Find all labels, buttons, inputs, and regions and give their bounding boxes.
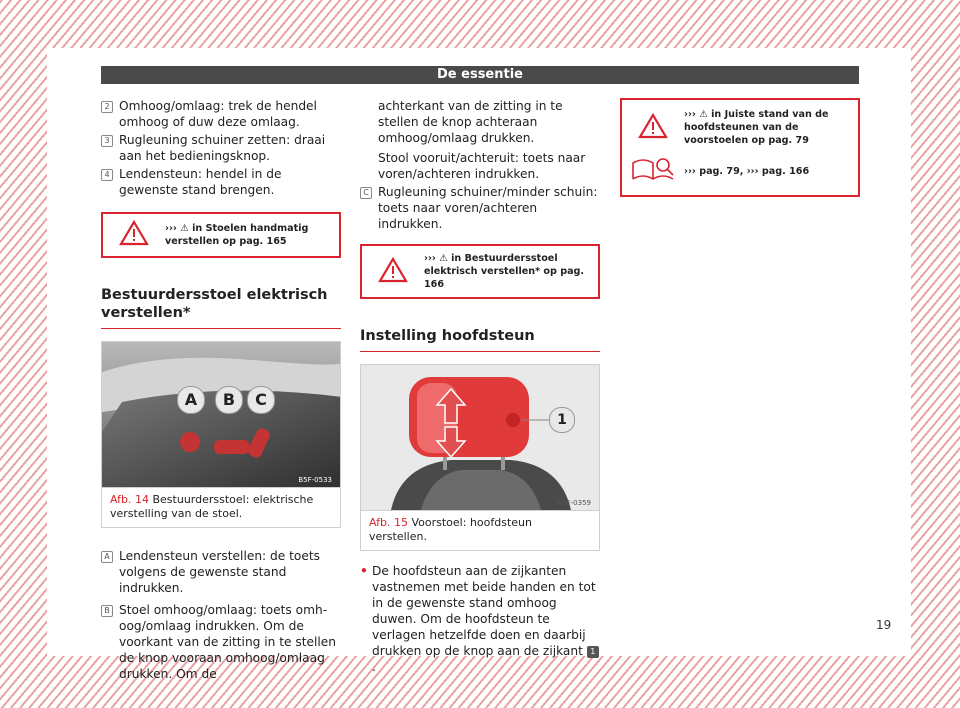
continued-text: Stool vooruit/achteruit: toets naar voren/achteren indrukken. bbox=[378, 151, 586, 181]
bullet-paragraph bbox=[360, 563, 600, 675]
warning-text[interactable]: ››› ⚠ in Juiste stand van de hoofdsteunen van de voorstoelen op pag. 79 bbox=[684, 109, 829, 146]
figure-caption bbox=[102, 487, 340, 527]
item-marker: 3 bbox=[101, 135, 113, 147]
item-text: Lendensteun: hendel in de gewenste stand brengen. bbox=[119, 167, 282, 197]
headrest-image bbox=[361, 365, 599, 510]
list-item bbox=[101, 98, 341, 130]
list-item bbox=[101, 602, 341, 682]
item-text: Rugleuning schuiner zetten: draai aan het bedieningsknop. bbox=[119, 133, 326, 163]
warning-box bbox=[101, 212, 341, 258]
item-marker: B bbox=[101, 605, 113, 617]
list-item bbox=[101, 132, 341, 164]
item-marker: 2 bbox=[101, 101, 113, 113]
warning-note-box bbox=[620, 98, 860, 197]
figure-headrest bbox=[360, 364, 600, 551]
page-number: 19 bbox=[876, 618, 892, 632]
list-item bbox=[101, 548, 341, 596]
section-heading: Bestuurdersstoel elektrisch verstellen* bbox=[101, 286, 341, 329]
section-heading: Instelling hoofdsteun bbox=[360, 327, 600, 352]
figure-label: Afb. 14 bbox=[110, 493, 149, 506]
figure-code: B5F-0533 bbox=[298, 476, 332, 484]
book-info-icon bbox=[628, 155, 678, 187]
list-item bbox=[360, 184, 600, 232]
seat-controls-image bbox=[102, 342, 340, 487]
item-text: Rugleuning schuiner/minder schuin: toets naar voren/achteren indrukken. bbox=[378, 185, 598, 231]
bullet-end: . bbox=[372, 660, 376, 674]
bullet-dot: • bbox=[360, 564, 368, 578]
item-text: Stoel omhoog/omlaag: toets omhoog/omlaag indrukken. Om de voorkant van de zitting in te stellen de knop vooraan omhoog/omlaag drukken. Om de bbox=[119, 603, 337, 681]
figure-caption-text: Bestuurdersstoel: elektrische verstelling van de stoel. bbox=[110, 493, 314, 520]
item-text: Omhoog/omlaag: trek de hendel omhoog of duw deze omlaag. bbox=[119, 99, 317, 129]
figure-caption-text: Voorstoel: hoofdsteun verstellen. bbox=[369, 516, 532, 543]
item-text: Lendensteun verstellen: de toets volgens de gewenste stand indrukken. bbox=[119, 549, 320, 595]
warning-text[interactable]: ››› ⚠ in Stoelen handmatig verstellen op pag. 165 bbox=[165, 223, 309, 247]
warning-icon bbox=[368, 257, 418, 287]
bullet-text: De hoofdsteun aan de zijkanten vastnemen met beide handen en tot in de gewenste stand omhoog duwen. Om de hoofdsteun te verlagen hetzelfde doen en daarbij drukken op de knop aan de zijkant bbox=[372, 564, 596, 658]
figure-label: Afb. 15 bbox=[369, 516, 408, 529]
list-item bbox=[101, 166, 341, 198]
continued-text: achterkant van de zitting in te stellen de knop achteraan omhoog/omlaag drukken. bbox=[378, 99, 563, 145]
callout-a: A bbox=[177, 386, 205, 414]
figure-code: B5F-0359 bbox=[557, 499, 591, 507]
column-left bbox=[101, 98, 341, 684]
column-right bbox=[620, 98, 860, 197]
callout-ref: 1 bbox=[587, 646, 599, 658]
page-header: De essentie bbox=[101, 66, 859, 84]
warning-icon bbox=[628, 113, 678, 143]
figure-seat-controls bbox=[101, 341, 341, 528]
callout-b: B bbox=[215, 386, 243, 414]
warning-box bbox=[360, 244, 600, 299]
item-marker: 4 bbox=[101, 169, 113, 181]
warning-icon bbox=[109, 220, 159, 250]
column-middle bbox=[360, 98, 600, 675]
callout-1: 1 bbox=[549, 407, 575, 433]
figure-caption bbox=[361, 510, 599, 550]
item-marker: C bbox=[360, 187, 372, 199]
item-marker: A bbox=[101, 551, 113, 563]
warning-text[interactable]: ››› ⚠ in Bestuurdersstoel elektrisch verstellen* op pag. 166 bbox=[424, 253, 585, 290]
callout-c: C bbox=[247, 386, 275, 414]
note-text[interactable]: ››› pag. 79, ››› pag. 166 bbox=[684, 165, 810, 177]
